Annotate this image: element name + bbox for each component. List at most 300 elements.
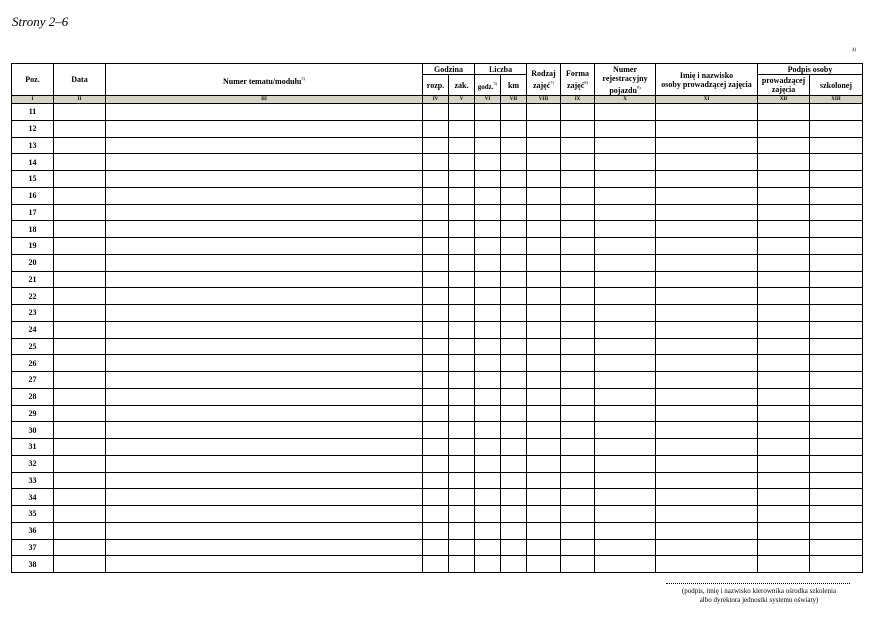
table-cell[interactable] [449,439,475,456]
table-cell[interactable] [54,522,106,539]
table-cell[interactable] [758,221,810,238]
table-cell[interactable] [449,137,475,154]
table-cell[interactable] [54,372,106,389]
table-cell[interactable] [595,405,656,422]
table-cell[interactable] [561,338,595,355]
table-cell[interactable] [656,506,758,523]
table-cell[interactable] [527,439,561,456]
table-cell[interactable] [475,405,501,422]
table-cell[interactable] [475,455,501,472]
table-cell[interactable] [475,338,501,355]
table-cell[interactable] [561,405,595,422]
table-cell[interactable] [501,305,527,322]
table-cell[interactable] [54,472,106,489]
table-cell[interactable] [106,355,423,372]
table-cell[interactable] [595,556,656,573]
table-cell[interactable] [527,238,561,255]
table-cell[interactable] [810,104,863,121]
table-cell[interactable] [561,137,595,154]
table-cell[interactable] [106,288,423,305]
table-cell[interactable] [561,254,595,271]
table-cell[interactable] [758,422,810,439]
table-cell[interactable] [561,455,595,472]
table-cell[interactable] [475,489,501,506]
table-cell[interactable] [106,305,423,322]
table-cell[interactable] [758,137,810,154]
table-cell[interactable] [810,187,863,204]
table-cell[interactable] [561,171,595,188]
table-cell[interactable] [758,388,810,405]
table-cell[interactable] [501,388,527,405]
table-cell[interactable] [656,137,758,154]
table-cell[interactable] [561,422,595,439]
table-cell[interactable] [527,522,561,539]
table-cell[interactable] [758,489,810,506]
table-cell[interactable] [656,522,758,539]
table-cell[interactable] [423,556,449,573]
table-cell[interactable] [106,439,423,456]
table-cell[interactable] [423,288,449,305]
table-cell[interactable] [656,221,758,238]
table-cell[interactable] [561,372,595,389]
table-cell[interactable] [449,288,475,305]
table-cell[interactable] [595,355,656,372]
table-cell[interactable] [423,120,449,137]
table-cell[interactable] [561,288,595,305]
table-cell[interactable] [423,254,449,271]
table-cell[interactable] [423,171,449,188]
table-cell[interactable] [475,238,501,255]
table-cell[interactable] [475,221,501,238]
table-cell[interactable] [527,254,561,271]
table-cell[interactable] [54,154,106,171]
table-cell[interactable] [423,321,449,338]
table-cell[interactable] [656,405,758,422]
table-cell[interactable] [561,355,595,372]
table-cell[interactable] [423,154,449,171]
table-cell[interactable] [758,355,810,372]
table-cell[interactable] [810,489,863,506]
table-cell[interactable] [475,204,501,221]
table-cell[interactable] [527,472,561,489]
table-cell[interactable] [423,238,449,255]
table-cell[interactable] [449,472,475,489]
table-cell[interactable] [656,489,758,506]
table-cell[interactable] [758,506,810,523]
table-cell[interactable] [423,455,449,472]
table-cell[interactable] [527,556,561,573]
table-cell[interactable] [501,506,527,523]
table-cell[interactable] [595,120,656,137]
table-cell[interactable] [758,539,810,556]
table-cell[interactable] [54,288,106,305]
table-cell[interactable] [656,556,758,573]
table-cell[interactable] [527,405,561,422]
table-cell[interactable] [475,171,501,188]
table-cell[interactable] [810,422,863,439]
table-cell[interactable] [54,422,106,439]
table-cell[interactable] [758,271,810,288]
table-cell[interactable] [561,238,595,255]
table-cell[interactable] [449,489,475,506]
table-cell[interactable] [595,489,656,506]
table-cell[interactable] [527,204,561,221]
table-cell[interactable] [54,305,106,322]
table-cell[interactable] [449,104,475,121]
table-cell[interactable] [54,120,106,137]
table-cell[interactable] [656,305,758,322]
table-cell[interactable] [758,439,810,456]
table-cell[interactable] [475,388,501,405]
table-cell[interactable] [423,204,449,221]
table-cell[interactable] [54,439,106,456]
table-cell[interactable] [758,372,810,389]
table-cell[interactable] [501,321,527,338]
table-cell[interactable] [527,137,561,154]
table-cell[interactable] [106,405,423,422]
table-cell[interactable] [561,388,595,405]
table-cell[interactable] [54,556,106,573]
table-cell[interactable] [449,539,475,556]
table-cell[interactable] [54,171,106,188]
table-cell[interactable] [527,171,561,188]
table-cell[interactable] [423,489,449,506]
table-cell[interactable] [423,388,449,405]
table-cell[interactable] [527,321,561,338]
table-cell[interactable] [595,506,656,523]
table-cell[interactable] [54,104,106,121]
table-cell[interactable] [106,120,423,137]
table-cell[interactable] [106,372,423,389]
table-cell[interactable] [423,104,449,121]
table-cell[interactable] [54,321,106,338]
table-cell[interactable] [561,472,595,489]
table-cell[interactable] [758,472,810,489]
table-cell[interactable] [758,187,810,204]
table-cell[interactable] [449,221,475,238]
table-cell[interactable] [475,539,501,556]
table-cell[interactable] [527,372,561,389]
table-cell[interactable] [501,372,527,389]
table-cell[interactable] [561,187,595,204]
table-cell[interactable] [561,556,595,573]
table-cell[interactable] [527,455,561,472]
table-cell[interactable] [423,522,449,539]
table-cell[interactable] [595,271,656,288]
table-cell[interactable] [810,221,863,238]
table-cell[interactable] [475,556,501,573]
table-cell[interactable] [449,556,475,573]
table-cell[interactable] [449,254,475,271]
table-cell[interactable] [423,271,449,288]
table-cell[interactable] [595,305,656,322]
table-cell[interactable] [595,254,656,271]
table-cell[interactable] [106,455,423,472]
table-cell[interactable] [449,522,475,539]
table-cell[interactable] [54,338,106,355]
table-cell[interactable] [449,338,475,355]
table-cell[interactable] [527,305,561,322]
table-cell[interactable] [106,422,423,439]
table-cell[interactable] [423,472,449,489]
table-cell[interactable] [106,539,423,556]
table-cell[interactable] [106,221,423,238]
table-cell[interactable] [595,154,656,171]
table-cell[interactable] [501,254,527,271]
table-cell[interactable] [561,321,595,338]
table-cell[interactable] [106,254,423,271]
table-cell[interactable] [595,238,656,255]
table-cell[interactable] [810,154,863,171]
table-cell[interactable] [54,238,106,255]
table-cell[interactable] [595,455,656,472]
table-cell[interactable] [527,338,561,355]
table-cell[interactable] [758,522,810,539]
table-cell[interactable] [106,154,423,171]
table-cell[interactable] [54,405,106,422]
table-cell[interactable] [449,388,475,405]
table-cell[interactable] [656,288,758,305]
table-cell[interactable] [54,489,106,506]
table-cell[interactable] [54,388,106,405]
table-cell[interactable] [656,422,758,439]
table-cell[interactable] [475,506,501,523]
table-cell[interactable] [501,489,527,506]
table-cell[interactable] [54,204,106,221]
table-cell[interactable] [449,405,475,422]
table-cell[interactable] [449,321,475,338]
table-cell[interactable] [501,522,527,539]
table-cell[interactable] [595,388,656,405]
table-cell[interactable] [810,506,863,523]
table-cell[interactable] [501,154,527,171]
table-cell[interactable] [501,238,527,255]
table-cell[interactable] [595,472,656,489]
table-cell[interactable] [106,556,423,573]
table-cell[interactable] [561,489,595,506]
table-cell[interactable] [595,338,656,355]
table-cell[interactable] [501,120,527,137]
table-cell[interactable] [475,522,501,539]
table-cell[interactable] [501,204,527,221]
table-cell[interactable] [54,187,106,204]
table-cell[interactable] [656,338,758,355]
table-cell[interactable] [54,271,106,288]
table-cell[interactable] [758,405,810,422]
table-cell[interactable] [423,137,449,154]
table-cell[interactable] [475,422,501,439]
table-cell[interactable] [501,422,527,439]
table-cell[interactable] [475,472,501,489]
table-cell[interactable] [561,439,595,456]
table-cell[interactable] [527,422,561,439]
table-cell[interactable] [595,288,656,305]
table-cell[interactable] [810,238,863,255]
table-cell[interactable] [106,506,423,523]
table-cell[interactable] [810,539,863,556]
table-cell[interactable] [656,238,758,255]
table-cell[interactable] [810,120,863,137]
table-cell[interactable] [54,137,106,154]
table-cell[interactable] [501,539,527,556]
table-cell[interactable] [106,489,423,506]
table-cell[interactable] [595,321,656,338]
table-cell[interactable] [475,305,501,322]
table-cell[interactable] [54,254,106,271]
table-cell[interactable] [810,405,863,422]
table-cell[interactable] [758,321,810,338]
table-cell[interactable] [561,305,595,322]
table-cell[interactable] [595,204,656,221]
table-cell[interactable] [423,187,449,204]
table-cell[interactable] [810,271,863,288]
table-cell[interactable] [656,187,758,204]
table-cell[interactable] [501,221,527,238]
table-cell[interactable] [758,254,810,271]
table-cell[interactable] [449,506,475,523]
table-cell[interactable] [423,422,449,439]
table-cell[interactable] [475,154,501,171]
table-cell[interactable] [595,439,656,456]
table-cell[interactable] [810,439,863,456]
table-cell[interactable] [527,506,561,523]
table-cell[interactable] [449,154,475,171]
table-cell[interactable] [810,305,863,322]
table-cell[interactable] [527,489,561,506]
table-cell[interactable] [656,388,758,405]
table-cell[interactable] [656,355,758,372]
table-cell[interactable] [501,405,527,422]
table-cell[interactable] [106,238,423,255]
table-cell[interactable] [475,254,501,271]
table-cell[interactable] [501,271,527,288]
table-cell[interactable] [449,305,475,322]
table-cell[interactable] [475,355,501,372]
table-cell[interactable] [810,455,863,472]
table-cell[interactable] [810,321,863,338]
table-cell[interactable] [501,171,527,188]
table-cell[interactable] [810,288,863,305]
table-cell[interactable] [106,104,423,121]
table-cell[interactable] [758,171,810,188]
table-cell[interactable] [449,120,475,137]
table-cell[interactable] [475,321,501,338]
table-cell[interactable] [758,556,810,573]
table-cell[interactable] [106,171,423,188]
table-cell[interactable] [595,137,656,154]
table-cell[interactable] [810,338,863,355]
table-cell[interactable] [54,221,106,238]
table-cell[interactable] [106,472,423,489]
table-cell[interactable] [656,120,758,137]
table-cell[interactable] [595,187,656,204]
table-cell[interactable] [475,187,501,204]
table-cell[interactable] [758,120,810,137]
table-cell[interactable] [656,271,758,288]
table-cell[interactable] [656,171,758,188]
table-cell[interactable] [475,439,501,456]
table-cell[interactable] [54,355,106,372]
table-cell[interactable] [561,539,595,556]
table-cell[interactable] [423,539,449,556]
table-cell[interactable] [475,104,501,121]
table-cell[interactable] [656,204,758,221]
table-cell[interactable] [656,439,758,456]
table-cell[interactable] [656,472,758,489]
table-cell[interactable] [449,372,475,389]
table-cell[interactable] [758,204,810,221]
table-cell[interactable] [758,154,810,171]
table-cell[interactable] [527,120,561,137]
table-cell[interactable] [423,506,449,523]
table-cell[interactable] [501,455,527,472]
table-cell[interactable] [449,238,475,255]
table-cell[interactable] [527,271,561,288]
table-cell[interactable] [106,338,423,355]
table-cell[interactable] [501,187,527,204]
table-cell[interactable] [656,154,758,171]
table-cell[interactable] [106,187,423,204]
table-cell[interactable] [449,187,475,204]
table-cell[interactable] [501,104,527,121]
table-cell[interactable] [810,372,863,389]
table-cell[interactable] [423,355,449,372]
table-cell[interactable] [810,355,863,372]
table-cell[interactable] [656,254,758,271]
table-cell[interactable] [656,372,758,389]
table-cell[interactable] [561,522,595,539]
table-cell[interactable] [810,137,863,154]
table-cell[interactable] [106,271,423,288]
table-cell[interactable] [810,388,863,405]
table-cell[interactable] [106,321,423,338]
table-cell[interactable] [595,372,656,389]
table-cell[interactable] [758,305,810,322]
table-cell[interactable] [475,120,501,137]
table-cell[interactable] [810,254,863,271]
table-cell[interactable] [561,271,595,288]
table-cell[interactable] [527,355,561,372]
table-cell[interactable] [449,171,475,188]
table-cell[interactable] [758,104,810,121]
table-cell[interactable] [449,355,475,372]
table-cell[interactable] [561,120,595,137]
table-cell[interactable] [810,556,863,573]
table-cell[interactable] [758,288,810,305]
table-cell[interactable] [449,204,475,221]
table-cell[interactable] [475,372,501,389]
table-cell[interactable] [54,539,106,556]
table-cell[interactable] [527,154,561,171]
table-cell[interactable] [501,288,527,305]
table-cell[interactable] [527,104,561,121]
table-cell[interactable] [810,204,863,221]
table-cell[interactable] [595,522,656,539]
table-cell[interactable] [527,221,561,238]
table-cell[interactable] [106,388,423,405]
table-cell[interactable] [501,355,527,372]
table-cell[interactable] [656,104,758,121]
table-cell[interactable] [449,422,475,439]
table-cell[interactable] [501,137,527,154]
table-cell[interactable] [423,372,449,389]
table-cell[interactable] [423,439,449,456]
table-cell[interactable] [423,405,449,422]
table-cell[interactable] [54,506,106,523]
table-cell[interactable] [561,104,595,121]
table-cell[interactable] [595,422,656,439]
table-cell[interactable] [561,221,595,238]
